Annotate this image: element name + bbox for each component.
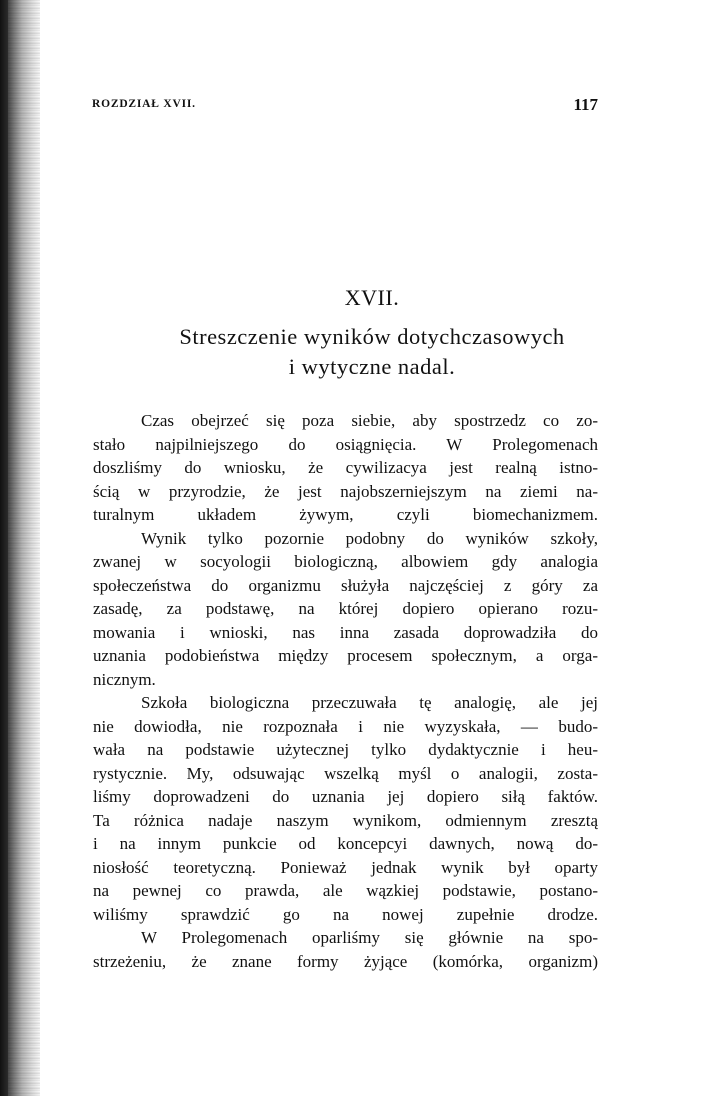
running-head	[92, 95, 598, 115]
text-line: ścią w przyrodzie, że jest najobszerniejszym na ziemi na‑	[93, 481, 598, 501]
text-line: rystycznie. My, odsuwając wszelką myśl o analogii, zosta‑	[93, 763, 598, 783]
text-line: zasadę, za podstawę, na której dopiero opierano rozu‑	[93, 599, 598, 618]
text-line: stało najpilniejszego do osiągnięcia. W Prolegomenach	[93, 434, 598, 454]
chapter-number: XVII.	[344, 285, 400, 310]
text-line: Szkoła biologiczna przeczuwała tę analogię, ale jej	[141, 693, 598, 712]
chapter-title-line-1: Streszczenie wyników dotychczasowych	[179, 324, 565, 349]
text-line: Czas obejrzeć się poza siebie, aby spostrzedz co zo‑	[141, 411, 598, 430]
page-number: 117	[573, 95, 598, 114]
book-binding-edge	[0, 0, 8, 1096]
text-line: nie dowiodła, nie rozpoznała i nie wyzyskała, — budo‑	[93, 716, 598, 736]
text-line: zwanej w socyologii biologiczną, albowiem gdy analogia	[93, 552, 598, 571]
text-line: uznania podobieństwa między procesem społecznym, a orga‑	[93, 646, 598, 665]
text-line: strzeżeniu, że znane formy żyjące (komórka, organizm)	[93, 951, 598, 971]
text-line: nicznym.	[93, 669, 156, 689]
text-line: turalnym układem żywym, czyli biomechanizmem.	[93, 505, 598, 524]
text-line: liśmy doprowadzeni do uznania jej dopiero siłą faktów.	[93, 787, 598, 806]
body-text	[93, 409, 598, 973]
text-line: niosłość teoretyczną. Ponieważ jednak wynik był oparty	[93, 857, 598, 877]
text-line: społeczeństwa do organizmu służyła najczęściej z góry za	[93, 575, 598, 595]
text-line: doszliśmy do wniosku, że cywilizacya jest realną istno‑	[93, 458, 598, 477]
text-line: wiliśmy sprawdzić go na nowej zupełnie drodze.	[93, 904, 598, 924]
text-line: wała na podstawie użytecznej tylko dydaktycznie i heu‑	[93, 740, 598, 759]
text-line: Ta różnica nadaje naszym wynikom, odmiennym zresztą	[93, 810, 598, 830]
text-line: mowania i wnioski, nas inna zasada doprowadziła do	[93, 622, 598, 642]
running-head-chapter: ROZDZIAŁ XVII.	[92, 98, 196, 110]
text-line: na pewnej co prawda, ale wązkiej podstawie, postano‑	[93, 881, 598, 900]
text-line: i na innym punkcie od koncepcyi dawnych, nową do‑	[93, 834, 598, 853]
chapter-title-line-2: i wytyczne nadal.	[288, 354, 456, 379]
text-line: W Prolegomenach oparliśmy się głównie na spo‑	[141, 928, 598, 947]
text-line: Wynik tylko pozornie podobny do wyników szkoły,	[141, 528, 598, 548]
